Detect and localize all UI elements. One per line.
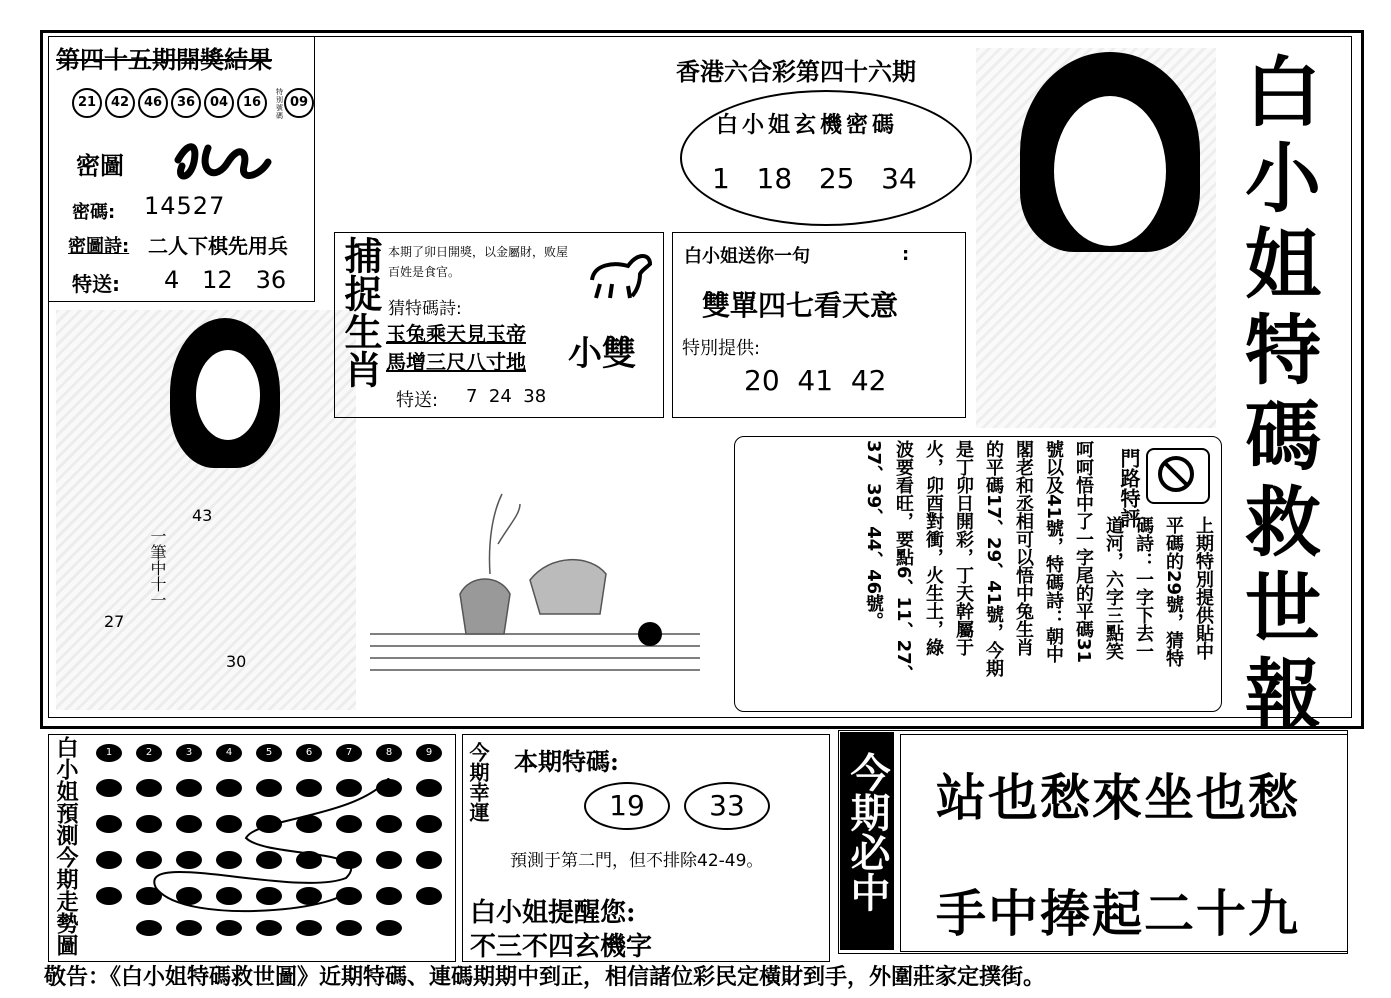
commentary-column: 37、39、44、46號。 [863,440,884,631]
trend-ball: 1 [96,744,122,762]
special-ball-label: 特別號碼 [276,88,283,120]
figure-number-43: 43 [192,506,213,525]
poem-value: 二人下棋先用兵 [148,234,288,258]
zodiac-poem-line1: 玉兔乘天見玉帝 [386,322,526,346]
secret-pic-label: 密圖 [76,151,124,180]
lucky-prediction: 預測于第二門，但不排除42-49。 [510,851,764,871]
title-char: 碼 [1245,392,1321,481]
commentary-column: 號以及41號，特碼詩：朝中 [1043,440,1064,664]
oval-numbers: 1 18 25 34 [712,162,917,195]
sentence-text: 雙單四七看天意 [702,289,899,322]
main-title-vertical [1228,50,1338,738]
secret-pic-glyph [168,132,278,188]
trend-ball: 3 [176,744,202,762]
lucky-number-2: 33 [684,782,770,830]
zodiac-poem-line2: 馬增三尺八寸地 [386,350,526,374]
commentary-column: 是丁卯日開彩，丁天幹屬于 [953,440,974,656]
special-send-values: 4 12 36 [164,266,287,294]
commentary-column: 碼詩：一字下去一 [1133,516,1154,660]
result-ball: 42 [105,88,135,118]
poem-label: 密圖詩: [68,236,130,257]
lucky-side-label: 今期幸運 [466,742,490,822]
trend-ball: 2 [136,744,162,762]
commentary-column: 火，卯酉對衝，火生土，綠 [923,440,944,656]
provide-values: 20 41 42 [744,364,887,397]
secret-code-value: 14527 [144,192,226,220]
last-result-title: 第四十五期開獎結果 [56,45,272,74]
commentary-column: 平碼的29號，猜特 [1163,516,1184,668]
right-woman-face [1054,96,1166,246]
lucky-special-label: 本期特碼: [514,747,619,776]
special-send-label: 特送: [72,272,120,296]
result-ball: 46 [138,88,168,118]
must-line-2: 手中捧起二十九 [936,884,1300,943]
oval-title: 白小姐玄機密碼 [716,112,899,138]
lucky-number-1: 19 [584,782,670,830]
result-ball: 21 [72,88,102,118]
trend-ball: 4 [216,744,242,762]
trend-ball: 5 [256,744,282,762]
result-ball: 36 [171,88,201,118]
result-ball: 16 [237,88,267,118]
must-side-label: 今期必中 [844,752,891,912]
commentary-column: 上期特別提供貼中 [1193,516,1214,660]
sentence-title: 白小姐送你一句 [684,246,810,267]
trend-label: 白小姐預測今期走勢圖 [53,736,79,956]
footer-notice: 敬告：《白小姐特碼救世圖》近期特碼、連碼期期中到正，相信諸位彩民定橫財到手，外圍莊家定撲街。 [44,965,1046,990]
zodiac-intro: 本期了卯日開獎，以金屬財，败屋百姓是食官。 [388,245,569,279]
title-char: 特 [1245,306,1321,395]
zodiac-poem-label: 猜特碼詩: [388,299,462,319]
issue-title: 香港六合彩第四十六期 [676,57,916,86]
zodiac-send-values: 7 24 38 [466,386,547,407]
title-char: 小 [1245,134,1321,223]
secret-code-label: 密碼: [72,202,116,223]
commentary-text [740,440,1218,706]
trend-ball: 6 [296,744,322,762]
must-line-1: 站也愁來坐也愁 [936,768,1300,827]
title-char: 姐 [1245,220,1321,309]
title-char: 白 [1245,48,1321,137]
figure-number-27: 27 [104,612,125,631]
trend-ball: 7 [336,744,362,762]
commentary-header: 門路特評 [1117,448,1141,528]
provide-label: 特別提供: [682,338,761,359]
result-ball: 04 [204,88,234,118]
woman-face-shape [196,350,260,440]
trend-ball: 9 [416,744,442,762]
trend-ball: 8 [376,744,402,762]
title-char: 救 [1245,478,1321,567]
commentary-column: 的平碼17、29、41號，今期 [983,440,1004,678]
trend-rows [96,778,446,938]
title-char: 世 [1245,564,1321,653]
sentence-colon: : [902,244,910,265]
remind-label: 白小姐提醒您: [470,898,636,928]
zodiac-result: 小雙 [568,334,636,374]
figure-caption: 一筆中十一 [148,528,167,608]
special-ball: 09 [284,88,314,118]
commentary-column: 波要看旺，要點6、11、27、 [893,440,914,683]
landscape-illustration [370,484,700,694]
commentary-column: 道河，六字三點笑 [1103,516,1124,660]
title-char: 報 [1245,650,1321,739]
zodiac-send-label: 特送: [396,390,439,411]
last-result-balls [72,88,317,118]
commentary-column: 閣老和丞相可以悟中兔生肖 [1013,440,1034,656]
remind-value: 不三不四玄機字 [470,932,653,962]
commentary-column: 呵呵悟中了一字尾的平碼31 [1073,440,1094,664]
zodiac-label: 捕捉生肖 [338,236,383,388]
dog-illustration [584,240,658,302]
figure-number-30: 30 [226,652,247,671]
